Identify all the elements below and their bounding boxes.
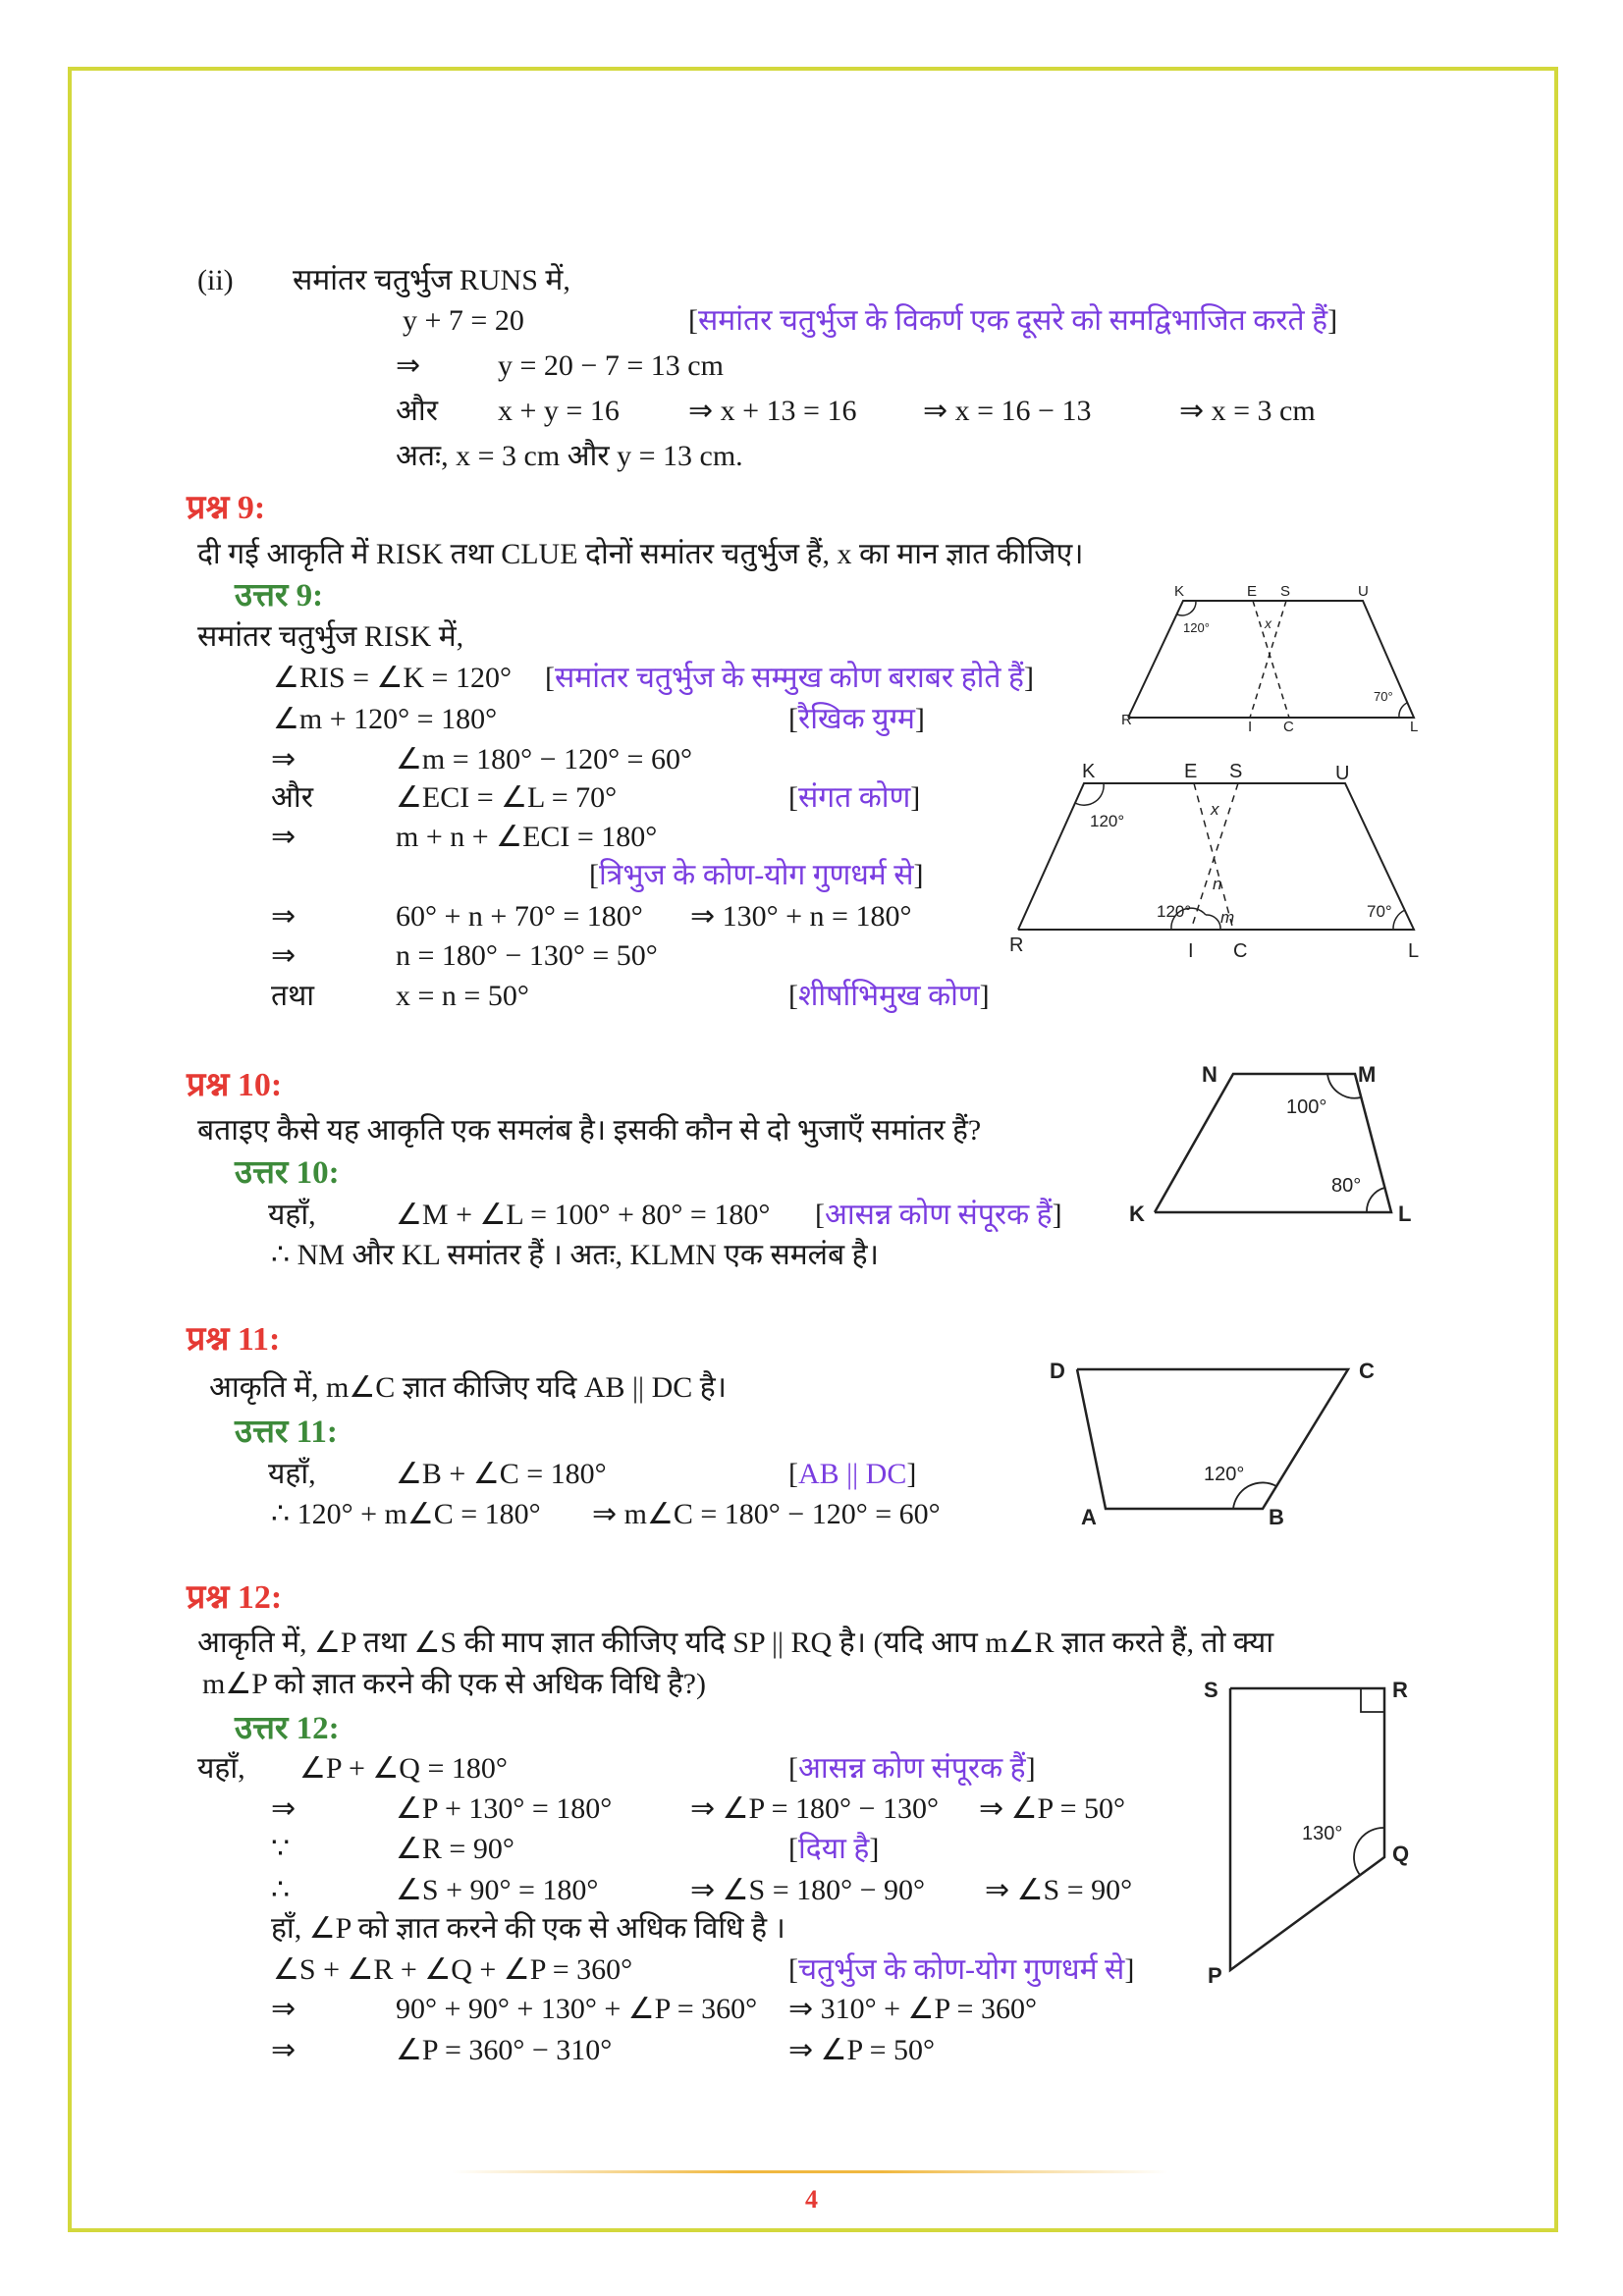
math-text: ∠RIS = ∠K = 120° xyxy=(273,662,512,694)
label-u: U xyxy=(1358,583,1369,600)
math-text: (ii) xyxy=(197,264,234,296)
math-text: x = n = 50° xyxy=(396,980,529,1012)
label-k: K xyxy=(1082,761,1096,782)
answer-heading: उत्तर 12: xyxy=(235,1711,340,1746)
label-m: M xyxy=(1358,1062,1377,1087)
label-l: L xyxy=(1410,719,1419,735)
math-text: ∠M + ∠L = 100° + 80° = 180° xyxy=(396,1199,771,1231)
math-text: ∠ECI = ∠L = 70° xyxy=(396,781,618,814)
angle-i-label: 120° xyxy=(1157,902,1192,921)
math-text: ∠P + ∠Q = 180° xyxy=(299,1752,508,1785)
math-text: x + y = 16 xyxy=(498,395,620,427)
math-text: तथा xyxy=(271,980,315,1012)
angle-m-label: 100° xyxy=(1286,1096,1327,1118)
reason-text: AB || DC xyxy=(798,1458,907,1490)
math-text: ⇒ x + 13 = 16 xyxy=(688,395,857,427)
math-text: ∴ xyxy=(271,1874,291,1906)
math-text: दी गई आकृति में RISK तथा CLUE दोनों समांतर चतुर्भुज हैं, x का मान ज्ञात कीजिए। xyxy=(197,538,1084,570)
label-r: R xyxy=(1009,934,1024,956)
math-text: ⇒ m∠C = 180° − 120° = 60° xyxy=(592,1498,941,1530)
math-text: ⇒ 310° + ∠P = 360° xyxy=(788,1993,1037,2025)
label-p: P xyxy=(1208,1963,1222,1988)
math-text: m + n + ∠ECI = 180° xyxy=(396,821,658,853)
math-text: y + 7 = 20 xyxy=(403,304,524,337)
label-u: U xyxy=(1335,763,1350,784)
math-text: ⇒ x = 3 cm xyxy=(1179,395,1316,427)
angle-n-label: n xyxy=(1213,875,1222,893)
math-text: ∠B + ∠C = 180° xyxy=(396,1458,607,1490)
label-s: S xyxy=(1204,1678,1218,1702)
answer-heading: उत्तर 10: xyxy=(235,1155,340,1191)
label-n: N xyxy=(1202,1062,1217,1087)
math-text: और xyxy=(271,781,313,814)
math-text: ∠P + 130° = 180° xyxy=(396,1792,613,1825)
math-text: और xyxy=(396,395,438,427)
label-c: C xyxy=(1283,719,1294,735)
question-heading: प्रश्न 12: xyxy=(187,1579,283,1616)
angle-k-label: 120° xyxy=(1183,620,1210,635)
page-number: 4 xyxy=(805,2185,818,2214)
label-c: C xyxy=(1359,1359,1375,1383)
angle-b-label: 120° xyxy=(1204,1464,1245,1485)
math-text: यहाँ, xyxy=(197,1752,245,1785)
question-heading: प्रश्न 11: xyxy=(187,1321,281,1358)
math-text: n = 180° − 130° = 50° xyxy=(396,939,658,972)
math-text: ∠S + ∠R + ∠Q + ∠P = 360° xyxy=(273,1953,633,1986)
angle-l-label: 70° xyxy=(1374,689,1393,704)
math-text: ⇒ xyxy=(271,1993,297,2025)
math-text: हाँ, ∠P को ज्ञात करने की एक से अधिक विधि है । xyxy=(271,1912,785,1945)
footer-divider xyxy=(452,2170,1168,2173)
math-text: ⇒ ∠S = 180° − 90° xyxy=(690,1874,926,1906)
math-text: ⇒ xyxy=(271,900,297,933)
reason-text: चतुर्भुज के कोण-योग गुणधर्म से xyxy=(798,1953,1125,1986)
math-text: 60° + n + 70° = 180° xyxy=(396,900,643,933)
label-s: S xyxy=(1280,583,1291,600)
math-text: आकृति में, ∠P तथा ∠S की माप ज्ञात कीजिए यदि SP || RQ है। (यदि आप m∠R ज्ञात करते हैं, तो क्या xyxy=(197,1627,1274,1659)
answer-heading: उत्तर 11: xyxy=(235,1415,338,1450)
math-text: ⇒ xyxy=(271,821,297,853)
math-text: 90° + 90° + 130° + ∠P = 360° xyxy=(396,1993,758,2025)
math-text: ∠m + 120° = 180° xyxy=(273,703,498,735)
answer-heading: उत्तर 9: xyxy=(235,578,324,614)
math-text: समांतर चतुर्भुज RISK में, xyxy=(197,620,464,653)
label-a: A xyxy=(1081,1505,1097,1529)
math-text: ⇒ xyxy=(271,2034,297,2066)
math-text: समांतर चतुर्भुज RUNS में, xyxy=(293,264,570,296)
math-text: ∠m = 180° − 120° = 60° xyxy=(396,743,692,775)
math-text: ∠S + 90° = 180° xyxy=(396,1874,599,1906)
reason-text: समांतर चतुर्भुज के विकर्ण एक दूसरे को समद्विभाजित करते हैं xyxy=(698,304,1328,337)
label-c: C xyxy=(1233,940,1248,962)
reason-text: संगत कोण xyxy=(798,781,911,814)
angle-k-label: 120° xyxy=(1090,812,1125,830)
math-text: m∠P को ज्ञात करने की एक से अधिक विधि है?) xyxy=(202,1668,706,1700)
label-s: S xyxy=(1229,761,1243,782)
reason-text: आसन्न कोण संपूरक हैं xyxy=(798,1752,1026,1785)
reason-text: आसन्न कोण संपूरक हैं xyxy=(825,1199,1053,1231)
label-d: D xyxy=(1050,1359,1065,1383)
reason-text: रैखिक युग्म xyxy=(798,703,915,735)
math-text: y = 20 − 7 = 13 cm xyxy=(498,349,724,382)
math-text: ⇒ ∠P = 50° xyxy=(979,1792,1126,1825)
math-text: ∠R = 90° xyxy=(396,1833,514,1865)
reason-text: समांतर चतुर्भुज के सम्मुख कोण बराबर होते हैं xyxy=(555,662,1024,694)
angle-q-label: 130° xyxy=(1302,1823,1343,1844)
math-text: ⇒ 130° + n = 180° xyxy=(690,900,912,933)
label-r: R xyxy=(1392,1678,1408,1702)
question-heading: प्रश्न 10: xyxy=(187,1067,283,1103)
math-text: ⇒ ∠S = 90° xyxy=(985,1874,1133,1906)
math-text: ⇒ xyxy=(396,349,421,382)
label-r: R xyxy=(1121,712,1132,728)
angle-x-label: x xyxy=(1265,615,1271,631)
angle-m-label: m xyxy=(1220,908,1235,927)
math-text: ∴ NM और KL समांतर हैं । अतः, KLMN एक समलंब है। xyxy=(271,1239,879,1271)
reason-text: त्रिभुज के कोण-योग गुणधर्म से xyxy=(599,859,914,891)
label-k: K xyxy=(1174,583,1185,600)
label-e: E xyxy=(1247,583,1258,600)
reason-text: शीर्षाभिमुख कोण xyxy=(798,980,980,1012)
label-q: Q xyxy=(1392,1842,1410,1866)
math-text: ⇒ xyxy=(271,939,297,972)
math-text: अतः, x = 3 cm और y = 13 cm. xyxy=(396,440,743,472)
math-text: ⇒ ∠P = 50° xyxy=(788,2034,936,2066)
angle-l-label: 70° xyxy=(1367,902,1392,921)
question-heading: प्रश्न 9: xyxy=(187,490,266,526)
math-text: ⇒ ∠P = 180° − 130° xyxy=(690,1792,939,1825)
math-text: ∵ xyxy=(271,1833,291,1865)
math-text: यहाँ, xyxy=(268,1199,316,1231)
label-k: K xyxy=(1129,1201,1145,1226)
reason-text: दिया है xyxy=(798,1833,870,1865)
math-text: ⇒ x = 16 − 13 xyxy=(923,395,1092,427)
math-text: बताइए कैसे यह आकृति एक समलंब है। इसकी कौन से दो भुजाएँ समांतर हैं? xyxy=(197,1114,982,1147)
math-text: आकृति में, m∠C ज्ञात कीजिए यदि AB || DC है। xyxy=(209,1371,728,1404)
angle-x-label: x xyxy=(1211,800,1219,819)
label-i: I xyxy=(1188,940,1194,962)
angle-l-label: 80° xyxy=(1331,1175,1362,1197)
math-text: यहाँ, xyxy=(268,1458,316,1490)
label-l: L xyxy=(1408,940,1420,962)
figure-abcd xyxy=(1077,1369,1348,1509)
math-text: ⇒ xyxy=(271,1792,297,1825)
math-text: ⇒ xyxy=(271,743,297,775)
math-text: ∠P = 360° − 310° xyxy=(396,2034,613,2066)
label-l: L xyxy=(1398,1201,1412,1226)
label-e: E xyxy=(1184,761,1198,782)
label-b: B xyxy=(1269,1505,1284,1529)
label-i: I xyxy=(1248,719,1253,735)
math-text: ∴ 120° + m∠C = 180° xyxy=(271,1498,541,1530)
